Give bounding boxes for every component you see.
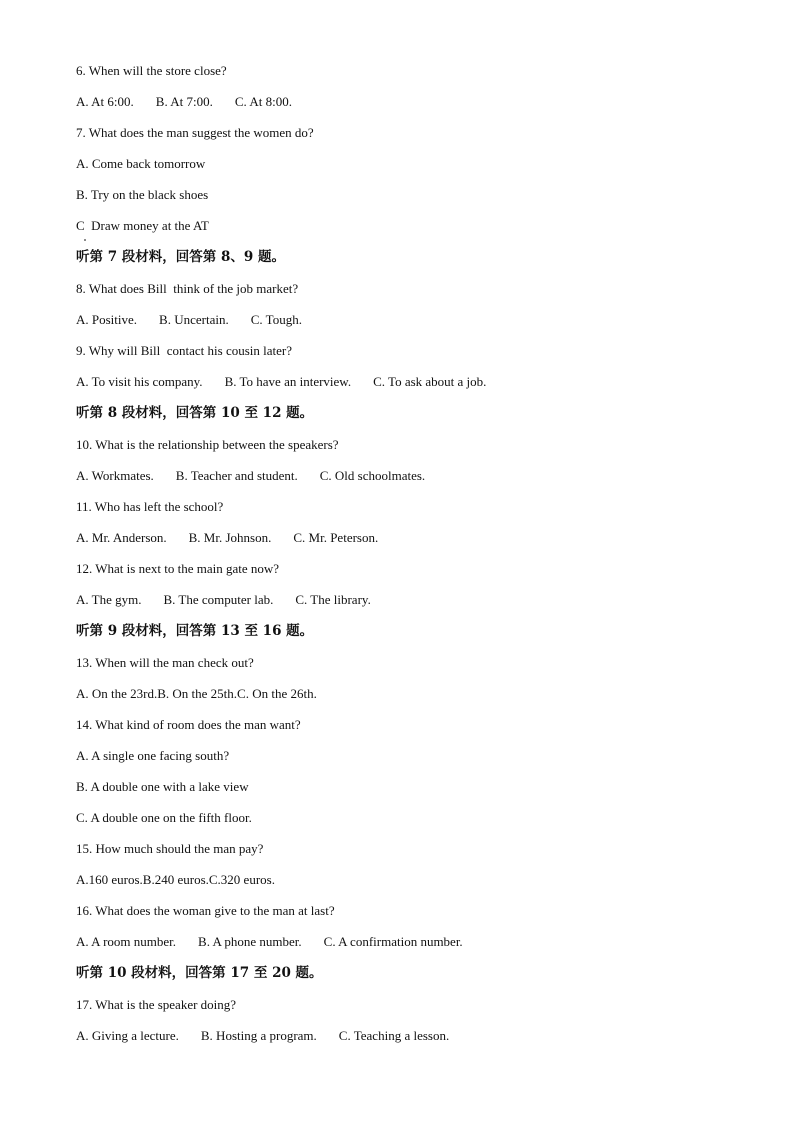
exam-page — [76, 62, 736, 1058]
stray-mark — [84, 239, 86, 241]
options-line — [76, 591, 736, 622]
answer-option: A. Mr. Anderson. — [76, 530, 167, 545]
question-line: A. On the 23rd.B. On the 25th.C. On the 26th. — [76, 686, 317, 701]
question-line: 11. Who has left the school? — [76, 499, 224, 514]
answer-option: B. Hosting a program. — [200, 1028, 317, 1043]
answer-option: A. The gym. — [76, 592, 142, 607]
question-line: 10. What is the relationship between the speakers? — [76, 437, 339, 452]
answer-option: C. Mr. Peterson. — [293, 530, 379, 545]
question-line: B. A double one with a lake view — [76, 779, 249, 794]
answer-option: C. A confirmation number. — [323, 934, 463, 949]
question-line: C. A double one on the fifth floor. — [76, 810, 252, 825]
answer-option: B. Teacher and student. — [175, 468, 298, 483]
answer-option: B. Uncertain. — [159, 312, 229, 327]
options-line — [76, 93, 736, 124]
answer-option: C. Old schoolmates. — [319, 468, 426, 483]
question-line: 14. What kind of room does the man want? — [76, 717, 301, 732]
options-line — [76, 1027, 736, 1058]
answer-option: C. The library. — [295, 592, 371, 607]
question-line: 12. What is next to the main gate now? — [76, 561, 280, 576]
answer-option: A. To visit his company. — [76, 374, 203, 389]
question-line: 9. Why will Bill contact his cousin later? — [76, 343, 293, 358]
section-heading: 听第 7 段材料，回答第 8、9 题。 — [76, 249, 285, 265]
answer-option: C. Teaching a lesson. — [338, 1028, 450, 1043]
question-line: C Draw money at the AT — [76, 218, 209, 233]
answer-option: C. At 8:00. — [234, 94, 292, 109]
answer-option: B. The computer lab. — [163, 592, 274, 607]
answer-option: B. At 7:00. — [155, 94, 213, 109]
answer-option: B. Mr. Johnson. — [188, 530, 272, 545]
answer-option: A. At 6:00. — [76, 94, 134, 109]
section-heading: 听第 8 段材料，回答第 10 至 12 题。 — [76, 405, 314, 421]
answer-option: B. A phone number. — [198, 934, 302, 949]
answer-option: A. A room number. — [76, 934, 177, 949]
answer-option: C. To ask about a job. — [373, 374, 487, 389]
answer-option: C. Tough. — [250, 312, 302, 327]
question-line: B. Try on the black shoes — [76, 187, 209, 202]
options-line — [76, 529, 736, 560]
question-line: 15. How much should the man pay? — [76, 841, 264, 856]
question-line: A. A single one facing south? — [76, 748, 230, 763]
question-line: 6. When will the store close? — [76, 63, 227, 78]
section-heading: 听第 10 段材料，回答第 17 至 20 题。 — [76, 965, 323, 981]
question-line: A. Come back tomorrow — [76, 156, 206, 171]
question-line: 17. What is the speaker doing? — [76, 997, 237, 1012]
question-line: A.160 euros.B.240 euros.C.320 euros. — [76, 872, 275, 887]
question-line: 16. What does the woman give to the man at last? — [76, 903, 335, 918]
question-line: 13. When will the man check out? — [76, 655, 254, 670]
options-line — [76, 311, 736, 342]
answer-option: A. Giving a lecture. — [76, 1028, 179, 1043]
answer-option: B. To have an interview. — [224, 374, 352, 389]
options-line — [76, 373, 736, 404]
question-line: 8. What does Bill think of the job market? — [76, 281, 299, 296]
options-line — [76, 467, 736, 498]
answer-option: A. Positive. — [76, 312, 138, 327]
answer-option: A. Workmates. — [76, 468, 154, 483]
options-line — [76, 933, 736, 964]
section-heading: 听第 9 段材料，回答第 13 至 16 题。 — [76, 623, 314, 639]
question-line: 7. What does the man suggest the women do? — [76, 125, 314, 140]
